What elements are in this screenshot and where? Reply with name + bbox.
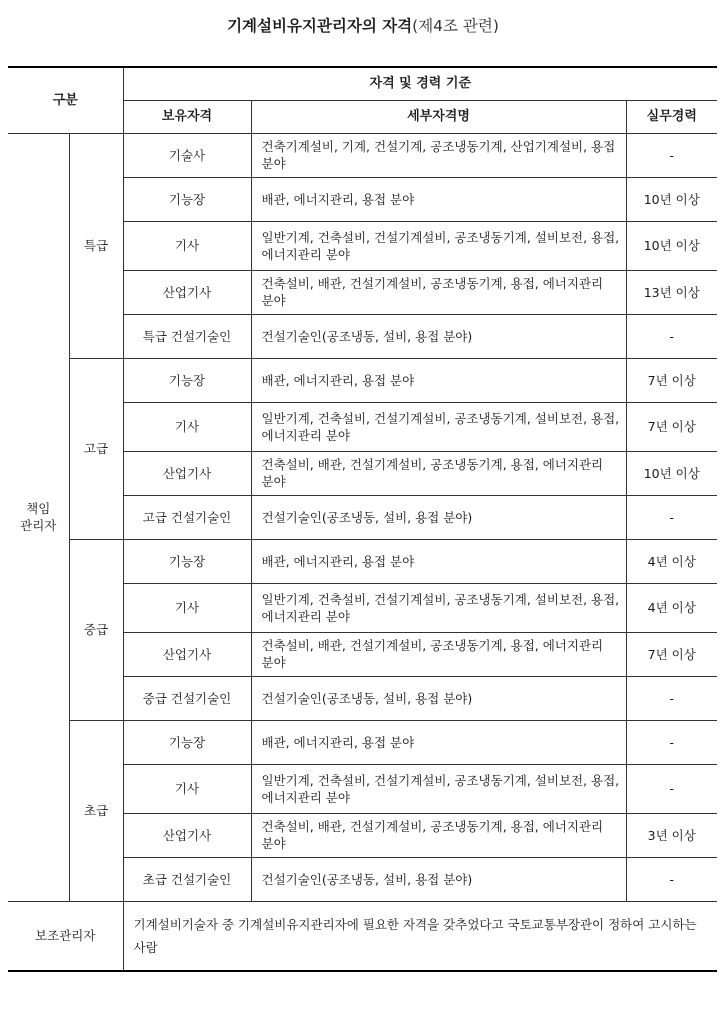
responsible-manager-text: 책임 관리자: [20, 501, 57, 533]
detail-name-cell: 건설기술인(공조냉동, 설비, 용접 분야): [251, 676, 626, 720]
detail-name-cell: 건설기술인(공조냉동, 설비, 용접 분야): [251, 495, 626, 539]
grade-label: 특급: [69, 133, 123, 358]
grade-label: 초급: [69, 720, 123, 901]
experience-cell: 7년 이상: [626, 358, 717, 402]
table-row: [8, 539, 717, 583]
experience-cell: 13년 이상: [626, 270, 717, 314]
detail-name-cell: 건설기술인(공조냉동, 설비, 용접 분야): [251, 314, 626, 358]
experience-cell: 10년 이상: [626, 177, 717, 221]
held-qualification-cell: 초급 건설기술인: [123, 857, 251, 901]
held-qualification-cell: 기술사: [123, 133, 251, 177]
responsible-manager-label: [8, 133, 69, 901]
detail-name-cell: 건축설비, 배관, 건설기계설비, 공조냉동기계, 용접, 에너지관리 분야: [251, 632, 626, 676]
held-qualification-cell: 산업기사: [123, 813, 251, 857]
held-qualification-cell: 특급 건설기술인: [123, 314, 251, 358]
header-held-qualification: 보유자격: [123, 100, 251, 133]
experience-cell: 4년 이상: [626, 539, 717, 583]
held-qualification-cell: 기능장: [123, 720, 251, 764]
assistant-manager-label: 보조관리자: [8, 901, 123, 971]
held-qualification-cell: 중급 건설기술인: [123, 676, 251, 720]
detail-name-cell: 건축설비, 배관, 건설기계설비, 공조냉동기계, 용접, 에너지관리 분야: [251, 451, 626, 495]
document-title: [0, 14, 726, 38]
experience-cell: 10년 이상: [626, 451, 717, 495]
held-qualification-cell: 고급 건설기술인: [123, 495, 251, 539]
held-qualification-cell: 산업기사: [123, 270, 251, 314]
header-experience: 실무경력: [626, 100, 717, 133]
held-qualification-cell: 기능장: [123, 177, 251, 221]
detail-name-cell: 건축기계설비, 기계, 건설기계, 공조냉동기계, 산업기계설비, 용접 분야: [251, 133, 626, 177]
assistant-row: [8, 901, 717, 971]
detail-name-cell: 일반기계, 건축설비, 건설기계설비, 공조냉동기계, 설비보전, 용접, 에너지관리 분야: [251, 583, 626, 632]
experience-cell: -: [626, 857, 717, 901]
detail-name-cell: 건축설비, 배관, 건설기계설비, 공조냉동기계, 용접, 에너지관리 분야: [251, 813, 626, 857]
table-row: [8, 720, 717, 764]
experience-cell: 10년 이상: [626, 221, 717, 270]
qualification-table-body: [8, 67, 717, 971]
experience-cell: -: [626, 133, 717, 177]
header-criteria: 자격 및 경력 기준: [123, 67, 717, 100]
qualification-table: [8, 66, 717, 972]
detail-name-cell: 건축설비, 배관, 건설기계설비, 공조냉동기계, 용접, 에너지관리 분야: [251, 270, 626, 314]
experience-cell: -: [626, 676, 717, 720]
experience-cell: 4년 이상: [626, 583, 717, 632]
header-detail-name: 세부자격명: [251, 100, 626, 133]
experience-cell: -: [626, 495, 717, 539]
held-qualification-cell: 기사: [123, 764, 251, 813]
held-qualification-cell: 기사: [123, 402, 251, 451]
detail-name-cell: 배관, 에너지관리, 용접 분야: [251, 720, 626, 764]
held-qualification-cell: 산업기사: [123, 632, 251, 676]
detail-name-cell: 일반기계, 건축설비, 건설기계설비, 공조냉동기계, 설비보전, 용접, 에너지관리 분야: [251, 221, 626, 270]
held-qualification-cell: 기사: [123, 583, 251, 632]
title-main: 기계설비유지관리자의 자격: [227, 17, 413, 35]
grade-label: 중급: [69, 539, 123, 720]
held-qualification-cell: 산업기사: [123, 451, 251, 495]
title-sub: (제4조 관련): [412, 17, 499, 35]
grade-label: 고급: [69, 358, 123, 539]
detail-name-cell: 배관, 에너지관리, 용접 분야: [251, 539, 626, 583]
header-row-1: [8, 67, 717, 100]
held-qualification-cell: 기능장: [123, 539, 251, 583]
experience-cell: -: [626, 764, 717, 813]
assistant-manager-description: 기계설비기술자 중 기계설비유지관리자에 필요한 자격을 갖추었다고 국토교통부장관이 정하여 고시하는 사람: [123, 901, 717, 971]
table-row: [8, 358, 717, 402]
held-qualification-cell: 기사: [123, 221, 251, 270]
detail-name-cell: 일반기계, 건축설비, 건설기계설비, 공조냉동기계, 설비보전, 용접, 에너지관리 분야: [251, 764, 626, 813]
detail-name-cell: 배관, 에너지관리, 용접 분야: [251, 358, 626, 402]
detail-name-cell: 배관, 에너지관리, 용접 분야: [251, 177, 626, 221]
experience-cell: 7년 이상: [626, 632, 717, 676]
held-qualification-cell: 기능장: [123, 358, 251, 402]
experience-cell: -: [626, 720, 717, 764]
detail-name-cell: 건설기술인(공조냉동, 설비, 용접 분야): [251, 857, 626, 901]
experience-cell: -: [626, 314, 717, 358]
detail-name-cell: 일반기계, 건축설비, 건설기계설비, 공조냉동기계, 설비보전, 용접, 에너지관리 분야: [251, 402, 626, 451]
experience-cell: 7년 이상: [626, 402, 717, 451]
table-row: [8, 133, 717, 177]
experience-cell: 3년 이상: [626, 813, 717, 857]
header-category: 구분: [8, 67, 123, 133]
